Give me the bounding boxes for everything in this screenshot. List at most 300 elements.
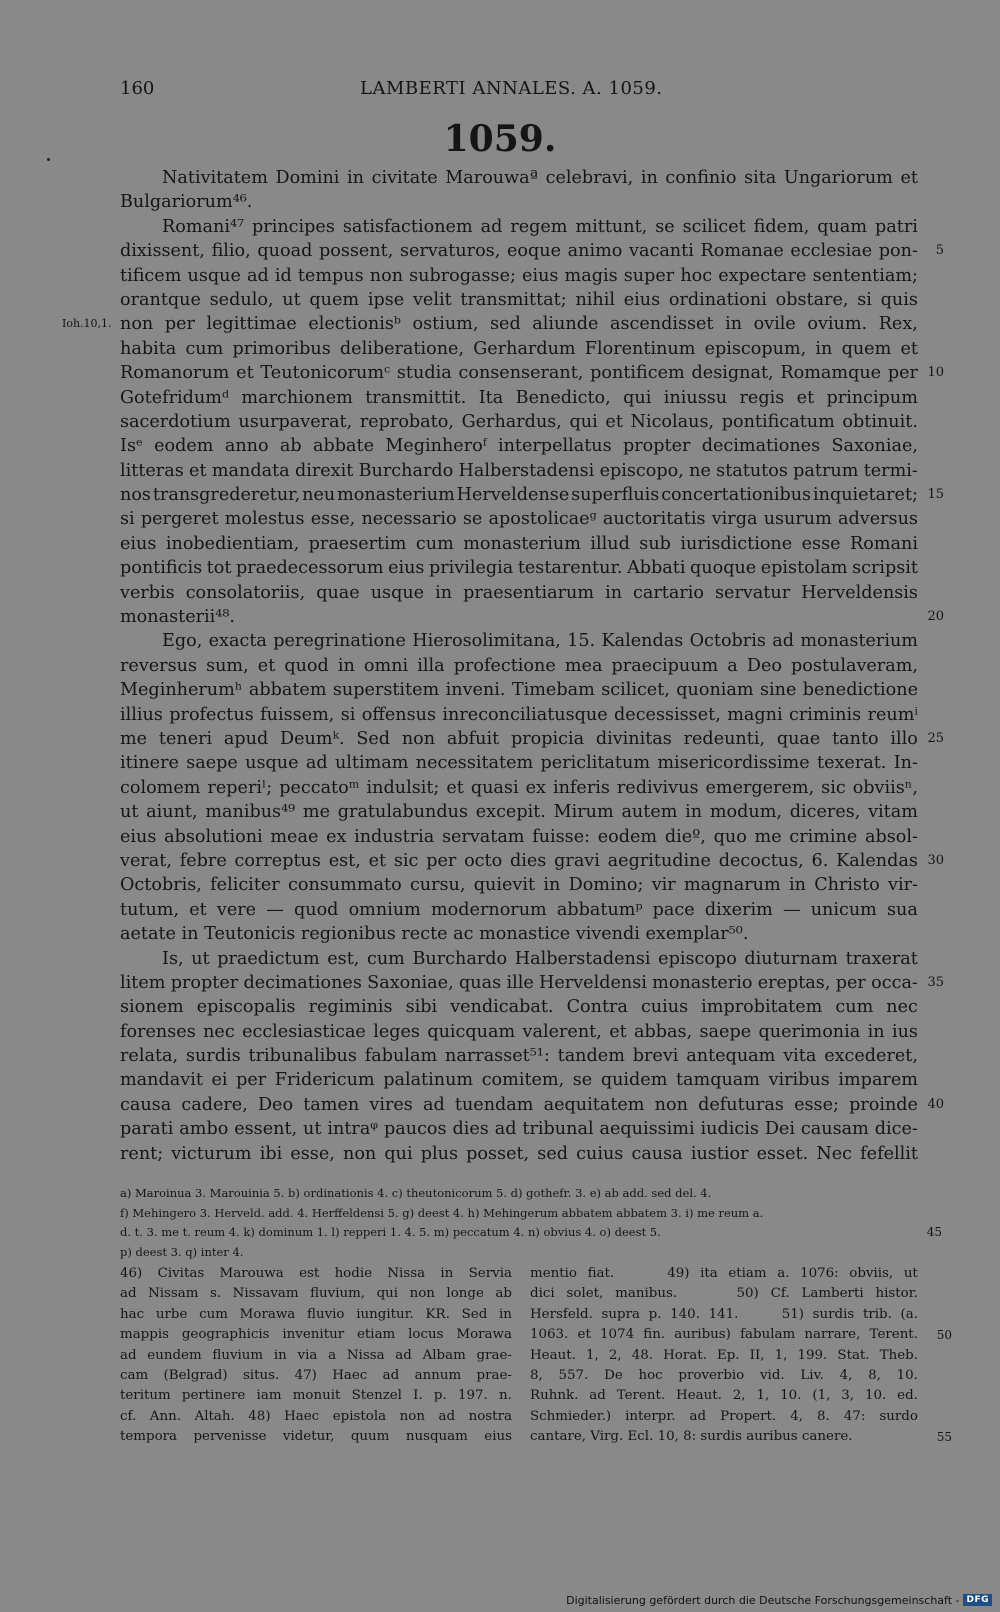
word: 1063. <box>530 1327 569 1343</box>
footnotes-left-column <box>120 1264 512 1448</box>
word: 1, <box>756 1388 770 1404</box>
word: Gotefridumᵈ <box>120 387 229 408</box>
word: civitate <box>371 168 438 188</box>
word: patri <box>875 216 918 237</box>
text-line <box>120 1117 918 1141</box>
margin-reference: Ioh.10,1. <box>62 317 112 331</box>
word: Servia <box>468 1266 512 1281</box>
text-line <box>120 703 918 727</box>
word: Morawa <box>456 1327 512 1343</box>
word: pervenisse <box>193 1429 267 1445</box>
word: et <box>189 460 207 481</box>
word: ecclesiasticae <box>242 1021 366 1042</box>
word: apostolicaeᵍ <box>488 509 597 530</box>
footnote-line <box>530 1427 952 1447</box>
word: mappis <box>120 1327 169 1343</box>
word: vires <box>369 1094 413 1115</box>
word: imparem <box>838 1070 918 1091</box>
word: defuturas <box>698 1094 784 1115</box>
word: Gerhardus, <box>461 411 562 432</box>
word: Timebam <box>511 680 595 701</box>
word: illius <box>120 704 163 725</box>
word: scilicet <box>682 216 746 237</box>
word: excederet, <box>824 1046 918 1067</box>
word: ad <box>689 1408 707 1424</box>
word: supra <box>601 1306 640 1322</box>
word: Saxoniae, <box>367 972 454 993</box>
word: monasterium <box>337 485 455 506</box>
word: cf. <box>120 1408 137 1424</box>
word: dici <box>530 1286 555 1302</box>
word: tamen <box>303 1094 360 1115</box>
word: quicquam <box>427 1021 516 1042</box>
word: iurisdictione <box>680 533 793 554</box>
word: 8, <box>530 1367 543 1383</box>
word: marchionem <box>241 387 353 408</box>
word: quae <box>316 582 360 603</box>
word: obstare, <box>775 289 849 310</box>
word: Is, <box>162 948 184 969</box>
word: ita <box>700 1266 718 1281</box>
word: Romanorum <box>120 363 230 384</box>
word: Deumᵏ. <box>280 728 345 749</box>
word: ad <box>438 1408 456 1424</box>
word: Octobris <box>689 631 766 652</box>
word: eodem <box>597 826 658 847</box>
line-number: 25 <box>927 730 944 746</box>
word: in <box>499 1306 512 1322</box>
text-line <box>120 678 918 702</box>
word: orantque <box>120 289 201 310</box>
word: reumⁱ <box>867 704 918 725</box>
word: ab <box>495 1286 512 1302</box>
word: dieº, <box>664 826 706 847</box>
word: monasterio <box>652 972 753 993</box>
word: Nissavam <box>232 1286 299 1302</box>
word: tutum, <box>120 899 180 920</box>
word: per <box>426 850 457 871</box>
footnote-line <box>530 1264 918 1284</box>
word: si <box>857 289 872 310</box>
word: interpellatus <box>497 436 612 457</box>
word: reperiˡ; <box>207 777 273 798</box>
word: hac <box>120 1306 145 1322</box>
word: manibus. <box>615 1286 678 1302</box>
text-line <box>120 727 944 751</box>
word: 15. <box>567 631 596 652</box>
line-text: a) Maroinua 3. Marouinia 5. b) ordinationis 4. c) theutonicorum 5. d) gothefr. 3. e) ab add. sed del. 4. <box>120 1186 712 1200</box>
word: ad <box>395 1347 412 1363</box>
word: celebravi, <box>545 168 634 188</box>
word: reversus <box>120 655 197 676</box>
text-line <box>120 1142 918 1166</box>
word: ad <box>305 753 328 774</box>
word: scripsit <box>852 558 918 579</box>
word: abbatem <box>248 680 327 701</box>
word: benedictione <box>802 680 918 701</box>
word: aequissimi <box>599 1119 695 1140</box>
word: nusquam <box>405 1429 468 1445</box>
word: decimationes <box>243 972 362 993</box>
word: brevi <box>632 1046 679 1067</box>
word: decimationes <box>701 436 821 457</box>
word: Liv. <box>800 1367 824 1383</box>
word: Nicolaus, <box>630 411 715 432</box>
word: inferis <box>552 777 610 798</box>
word: comitem, <box>481 1070 565 1091</box>
word: situs. <box>242 1367 280 1383</box>
word: texerat. <box>817 753 887 774</box>
word: quem <box>841 338 892 359</box>
word: dixerim <box>704 899 773 920</box>
word: hoc <box>680 265 713 286</box>
year-heading: 1059. <box>443 118 557 160</box>
footnote-line <box>120 1284 512 1304</box>
word: Altah. <box>194 1408 235 1424</box>
word: KR. <box>425 1306 450 1322</box>
word: fluvium <box>212 1347 264 1363</box>
word: solet, <box>566 1286 604 1302</box>
word: usque <box>245 753 299 774</box>
footer-credit: Digitalisierung gefördert durch die Deutsche Forschungsgemeinschaft - <box>566 1593 960 1607</box>
word: p. <box>433 1388 447 1404</box>
word: Ruhnk. <box>530 1388 579 1404</box>
text-line <box>120 873 918 897</box>
word: a <box>727 655 738 676</box>
word: exacta <box>208 631 267 652</box>
word: dies <box>510 850 547 871</box>
word: tanto <box>832 728 879 749</box>
word: manibus⁴⁹ <box>205 802 296 823</box>
word: narrare, <box>804 1327 861 1343</box>
word: indulsit; <box>366 777 440 798</box>
word: designat, <box>691 363 774 384</box>
word: privilegia <box>429 558 514 579</box>
word: longe <box>446 1286 484 1302</box>
word: tamquam <box>675 1070 760 1091</box>
word: nos <box>120 485 151 506</box>
word: regis <box>739 387 785 408</box>
word: non <box>399 1408 425 1424</box>
word: possent, <box>319 241 394 262</box>
word: 10. <box>780 1388 802 1404</box>
word: iustior <box>690 1143 749 1164</box>
word: fabulam <box>740 1327 796 1343</box>
word: forenses <box>120 1021 196 1042</box>
word: tot <box>206 558 232 579</box>
word: in <box>867 1021 885 1042</box>
word: 10. <box>864 1388 887 1404</box>
word: eundem <box>147 1347 202 1363</box>
word: eius <box>388 558 425 579</box>
word: tificem <box>120 265 182 286</box>
word: Propert. <box>720 1408 777 1424</box>
word: litem <box>120 972 166 993</box>
text-line <box>62 312 918 336</box>
word: ovium. <box>807 314 868 335</box>
word: quis <box>880 289 918 310</box>
word: iniussu <box>663 387 728 408</box>
word: 1, <box>585 1347 599 1363</box>
word: histor. <box>875 1286 918 1302</box>
word: Benedicto, <box>515 387 611 408</box>
word: grae- <box>476 1347 512 1363</box>
word: 199. <box>797 1347 828 1363</box>
word: necessitatem <box>415 753 534 774</box>
word: Nissa <box>387 1266 426 1281</box>
word: unicum <box>810 899 877 920</box>
word: vitam <box>868 802 918 823</box>
word: Schmieder.) <box>530 1408 612 1424</box>
word: Halberstadensi <box>458 460 595 481</box>
word: per <box>236 1070 267 1091</box>
word: invenitur <box>282 1327 345 1343</box>
word: ille <box>506 972 534 993</box>
word: 557. <box>558 1367 589 1383</box>
word: ed. <box>897 1388 918 1404</box>
footnote-line <box>530 1386 918 1406</box>
word: reprobato, <box>359 411 454 432</box>
word: ambo <box>179 1119 229 1140</box>
word: et <box>605 411 623 432</box>
word: nec <box>203 1021 235 1042</box>
word: iungitur. <box>356 1306 414 1322</box>
text-line <box>120 654 918 678</box>
word: Kalendas <box>836 850 918 871</box>
word: vere <box>216 899 257 920</box>
word: consolatoriis, <box>185 582 306 603</box>
word: habita <box>120 338 177 359</box>
word: et <box>257 655 276 676</box>
word: filio, <box>211 241 251 262</box>
word: antequam <box>686 1046 776 1067</box>
word: 8. <box>817 1408 830 1424</box>
word: 6. <box>811 850 829 871</box>
text-line <box>120 629 918 653</box>
word: in <box>543 875 561 896</box>
word: deliberatione, <box>339 338 465 359</box>
word: cartario <box>633 582 704 603</box>
word: 4, <box>790 1408 803 1424</box>
word: Ita <box>478 387 504 408</box>
word: dice- <box>874 1119 918 1140</box>
word: apud <box>223 728 269 749</box>
word: esse, <box>290 1143 335 1164</box>
word: emergerem, <box>705 777 815 798</box>
word: Civitas <box>157 1266 205 1281</box>
word: Kalendas <box>601 631 684 652</box>
word: Lamberti <box>801 1286 864 1302</box>
word: Hersfeld. <box>530 1306 593 1322</box>
word: epistolam <box>760 558 848 579</box>
word: tempora <box>120 1429 178 1445</box>
word: rent; <box>120 1143 164 1164</box>
word: ius <box>891 1021 918 1042</box>
word: 8, <box>868 1367 881 1383</box>
text-line <box>120 264 918 288</box>
text-line <box>120 581 918 605</box>
word: confinio <box>665 168 737 188</box>
word: cursu, <box>409 875 466 896</box>
word: surdo <box>879 1408 918 1424</box>
word: illa <box>417 655 445 676</box>
word: quoad <box>257 241 313 262</box>
word: decessisset, <box>614 704 721 725</box>
word: omni <box>363 655 409 676</box>
word: expectare <box>718 265 807 286</box>
line-number: 10 <box>927 365 944 381</box>
word: studia <box>396 363 452 384</box>
word: Nissam <box>148 1286 199 1302</box>
word: velit <box>412 289 452 310</box>
word: patrum <box>793 460 859 481</box>
word: fuissem, <box>260 704 335 725</box>
running-head <box>120 78 918 108</box>
word: meae <box>270 826 319 847</box>
text-line <box>120 166 918 190</box>
word: auctoritatis <box>602 509 706 530</box>
word: mentio <box>530 1266 577 1281</box>
word: sententiam; <box>812 265 918 286</box>
word: anno <box>224 436 269 457</box>
word: id <box>274 265 292 286</box>
word: diceres, <box>789 802 861 823</box>
word: 1076: <box>800 1266 839 1281</box>
word: qui <box>384 1143 413 1164</box>
word: cum <box>367 948 405 969</box>
word: causa <box>631 1143 683 1164</box>
word: Theb. <box>879 1347 918 1363</box>
word: abfuit <box>446 728 500 749</box>
word: ut <box>303 1119 322 1140</box>
word: praesentiarum <box>463 582 595 603</box>
word: est, <box>328 850 361 871</box>
word: Morawa <box>239 1306 296 1322</box>
word: ad <box>120 1286 137 1302</box>
word: fluvio <box>307 1306 345 1322</box>
word: praesertim <box>308 533 407 554</box>
word: crimine <box>789 826 858 847</box>
word: Romani <box>849 533 918 554</box>
word: geographicis <box>181 1327 270 1343</box>
word: satisfactionem <box>342 216 473 237</box>
word: Christo <box>814 875 880 896</box>
word: saepe <box>186 753 238 774</box>
word: palatinum <box>383 1070 474 1091</box>
word: legittimae <box>206 314 297 335</box>
word: eius <box>120 533 157 554</box>
word: ostium, <box>412 314 479 335</box>
footnote-line <box>530 1284 918 1304</box>
word: feliciter <box>210 875 280 896</box>
word: querimonia <box>758 1021 861 1042</box>
word: trib. <box>862 1306 892 1322</box>
word: tribunalibus <box>248 1046 357 1067</box>
text-line <box>120 239 944 263</box>
word: iam <box>256 1388 282 1404</box>
word: 49) <box>667 1266 690 1281</box>
word: Ep. <box>716 1347 740 1363</box>
footnote-line <box>120 1386 512 1406</box>
word: pace <box>652 899 695 920</box>
word: essent, <box>234 1119 298 1140</box>
word: Albam <box>422 1347 466 1363</box>
word: vir <box>651 875 676 896</box>
word: peregrinatione <box>273 631 406 652</box>
word: Stat. <box>837 1347 870 1363</box>
word: tandem <box>557 1046 625 1067</box>
word: II, <box>749 1347 765 1363</box>
word: leges <box>373 1021 420 1042</box>
word: narrasset⁵¹: <box>445 1046 550 1067</box>
word: statutos <box>716 460 788 481</box>
word: obviisⁿ, <box>852 777 918 798</box>
word: omnium <box>348 899 421 920</box>
dfg-logo: DFG <box>963 1594 992 1606</box>
word: n. <box>499 1388 512 1404</box>
word: Haec <box>332 1367 368 1383</box>
word: concertationibus <box>661 485 812 506</box>
word: abbatumᵖ <box>556 899 643 920</box>
text-line <box>120 605 944 629</box>
word: correptus <box>234 850 321 871</box>
word: postulaveram, <box>791 655 918 676</box>
word: magis <box>564 265 618 286</box>
word: p. <box>648 1306 662 1322</box>
word: Terent. <box>869 1327 918 1343</box>
word: divinitas <box>595 728 672 749</box>
word: testarentur. <box>517 558 623 579</box>
word: vacanti <box>629 241 694 262</box>
word: inobedientiam, <box>165 533 300 554</box>
word: in <box>685 802 703 823</box>
line-text: cantare, Virg. Ecl. 10, 8: surdis auribus canere. <box>530 1429 853 1445</box>
line-number: 5 <box>935 243 944 259</box>
word: offensus <box>361 704 437 725</box>
word: (a. <box>900 1306 918 1322</box>
word: hoc <box>638 1367 663 1383</box>
main-text <box>62 166 944 1166</box>
word: illo <box>890 728 918 749</box>
word: Marouwa <box>219 1266 284 1281</box>
word: sum, <box>206 655 249 676</box>
word: gravi <box>554 850 600 871</box>
word: s. <box>210 1286 222 1302</box>
word: etiam <box>356 1327 396 1343</box>
word: in <box>815 338 833 359</box>
word: paucos <box>383 1119 447 1140</box>
word: super <box>623 265 675 286</box>
word: occa- <box>871 972 918 993</box>
word: transmittat; <box>460 289 567 310</box>
word: obtinuit. <box>842 411 918 432</box>
word: sita <box>744 168 777 188</box>
word: I. <box>413 1388 423 1404</box>
word: Haec <box>284 1408 320 1424</box>
footnote-line <box>120 1366 512 1386</box>
word: verat, <box>120 850 172 871</box>
word: animo <box>567 241 623 262</box>
word: In- <box>893 753 918 774</box>
word: interpr. <box>625 1408 676 1424</box>
word: Saxoniae, <box>831 436 918 457</box>
word: ibi <box>259 1143 283 1164</box>
word: viribus <box>768 1070 830 1091</box>
text-line <box>120 507 918 531</box>
word: mittunt, <box>575 216 648 237</box>
word: mea <box>564 655 603 676</box>
word: Horat. <box>663 1347 707 1363</box>
